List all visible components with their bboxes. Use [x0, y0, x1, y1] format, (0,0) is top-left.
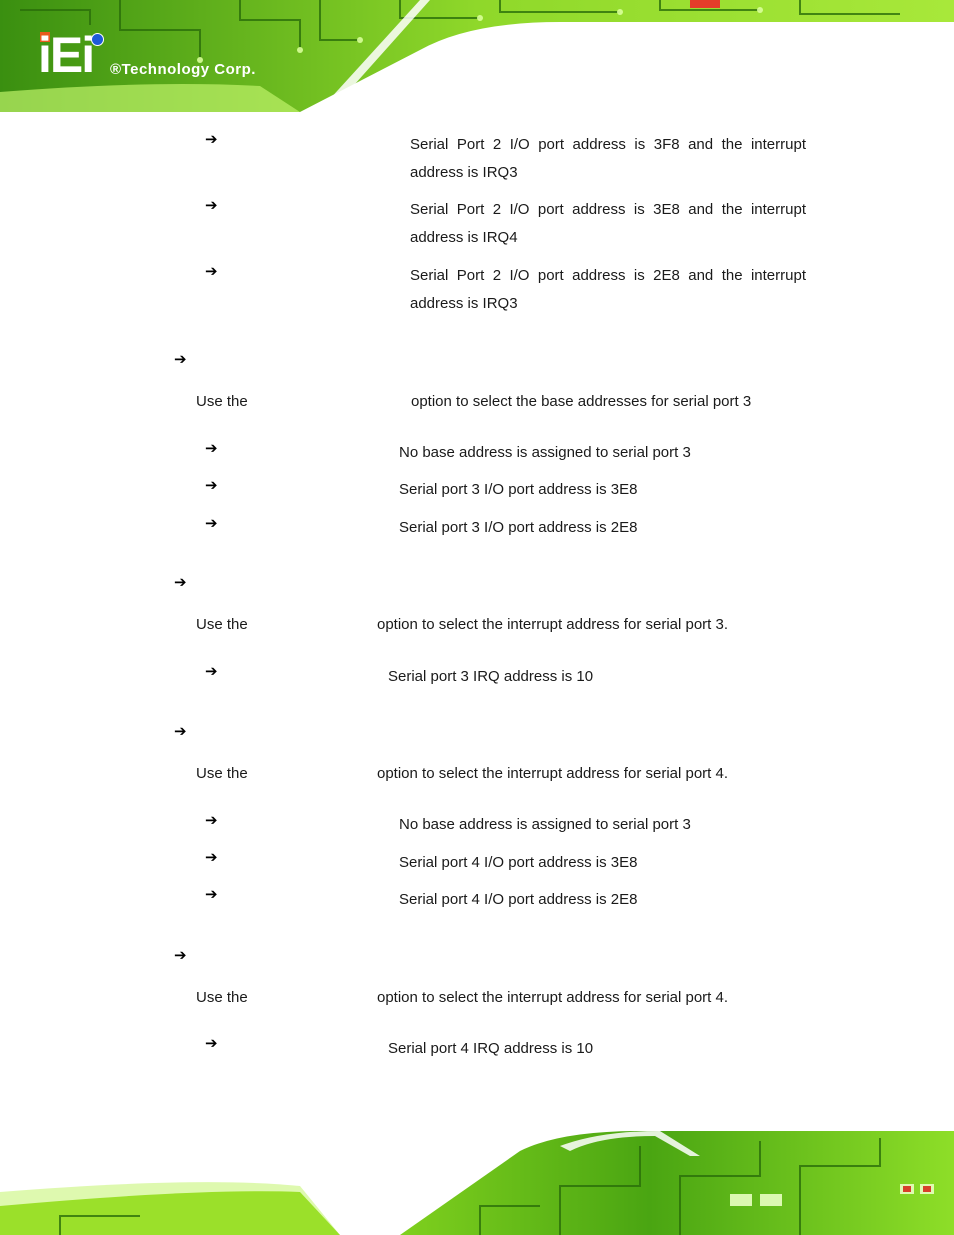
- section-bullet-icon: ➔: [174, 573, 187, 591]
- section-bullet-icon: ➔: [174, 946, 187, 964]
- section-intro-prefix: Use the: [196, 765, 248, 782]
- option-description: Serial port 3 I/O port address is 3E8: [399, 481, 638, 498]
- section-intro-prefix: Use the: [196, 989, 248, 1006]
- bullet-arrow-icon: ➔: [205, 811, 218, 829]
- option-description: Serial port 4 I/O port address is 2E8: [399, 891, 638, 908]
- logo-iei-text: iEi: [38, 27, 94, 83]
- option-description: No base address is assigned to serial port 3: [399, 444, 691, 461]
- page-header: [0, 0, 954, 112]
- bullet-arrow-icon: ➔: [205, 885, 218, 903]
- option-description: Serial Port 2 I/O port address is 3E8 and the interrupt address is IRQ4: [410, 201, 806, 246]
- bullet-arrow-icon: ➔: [205, 130, 218, 148]
- bullet-arrow-icon: ➔: [205, 439, 218, 457]
- option-description: Serial Port 2 I/O port address is 3F8 and the interrupt address is IRQ3: [410, 136, 806, 181]
- bullet-arrow-icon: ➔: [205, 662, 218, 680]
- bullet-arrow-icon: ➔: [205, 514, 218, 532]
- page-footer: [0, 1126, 954, 1235]
- option-description: Serial port 4 I/O port address is 3E8: [399, 854, 638, 871]
- section-intro-suffix: option to select the interrupt address for serial port 3.: [377, 616, 729, 633]
- section-bullet-icon: ➔: [174, 350, 187, 368]
- option-description: No base address is assigned to serial port 3: [399, 816, 691, 833]
- option-description: Serial port 3 I/O port address is 2E8: [399, 519, 638, 536]
- section-intro-prefix: Use the: [196, 393, 248, 410]
- option-description: Serial Port 2 I/O port address is 2E8 and the interrupt address is IRQ3: [410, 267, 806, 312]
- bullet-arrow-icon: ➔: [205, 848, 218, 866]
- bullet-arrow-icon: ➔: [205, 196, 218, 214]
- circuit-board-footer: [0, 1126, 954, 1235]
- bullet-arrow-icon: ➔: [205, 262, 218, 280]
- section-intro-suffix: option to select the interrupt address for serial port 4.: [377, 765, 729, 782]
- section-intro-prefix: Use the: [196, 616, 248, 633]
- option-description: Serial port 3 IRQ address is 10: [388, 668, 594, 685]
- bullet-arrow-icon: ➔: [205, 1034, 218, 1052]
- circuit-board-banner: [0, 0, 954, 112]
- option-description: Serial port 4 IRQ address is 10: [388, 1040, 594, 1057]
- logo-tagline: ®Technology Corp.: [110, 61, 256, 78]
- section-bullet-icon: ➔: [174, 722, 187, 740]
- section-intro-suffix: option to select the interrupt address for serial port 4.: [377, 989, 729, 1006]
- bullet-arrow-icon: ➔: [205, 476, 218, 494]
- section-intro-suffix: option to select the base addresses for serial port 3: [411, 393, 752, 410]
